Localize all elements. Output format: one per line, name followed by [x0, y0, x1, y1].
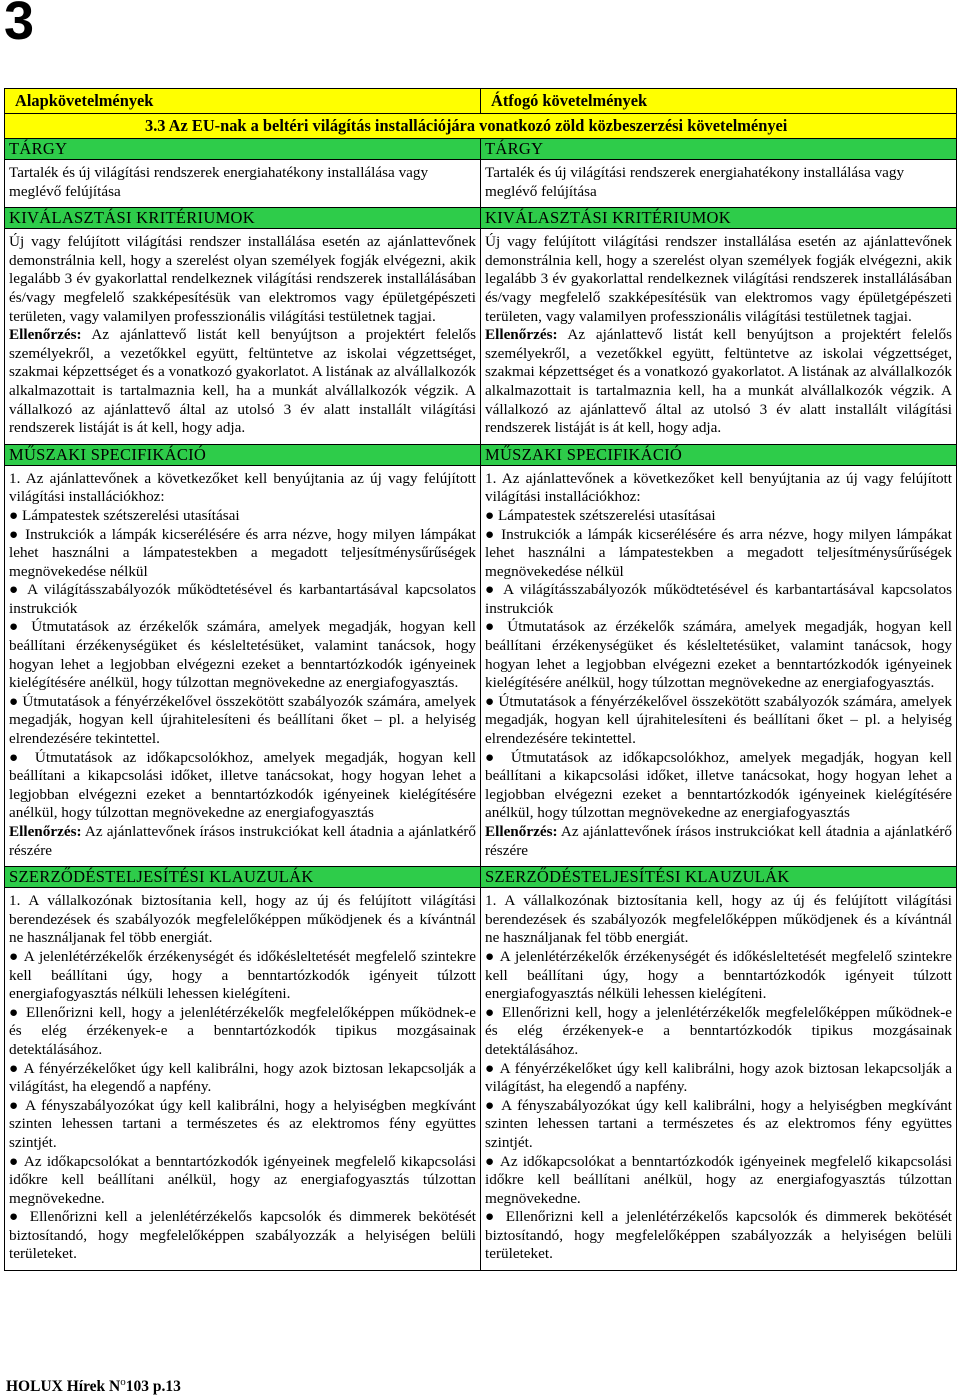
section-title: 3.3 Az EU-nak a beltéri világítás installációjára vonatkozó zöld közbeszerzési követelményei: [5, 114, 957, 139]
check-label: Ellenőrzés:: [485, 823, 558, 840]
muszaki-cell-right: [481, 465, 957, 866]
muszaki-bullet: ● Útmutatások az érzékelők számára, amelyek megadják, hogyan kell beállítani érzékenységüket és késleltetésüket, valamint tanácsok, hogy hogyan lehet a legjobban elvégezni ezeket a benntartózkodók igényeinek kielégítésére anélkül, hogy túlzottan megnövekedne az energiafogyasztás.: [9, 618, 476, 692]
check-text: Az ajánlattevőnek írásos instrukciókat kell átadnia a ajánlatkérő részére: [9, 823, 476, 859]
kivalasztasi-content-row: [5, 229, 957, 445]
page-footer: [6, 1376, 181, 1396]
szerzodes-bullet: ● A jelenlétérzékelők érzékenységét és időkésleltetését megfelelő szintekre kell beállítani úgy, hogy a benntartózkodók igényeit túlzott energiafogyasztás nélküli lehessen kielégíteni.: [485, 947, 952, 1003]
szerzodes-bullet: ● Az időkapcsolókat a benntartózkodók igényeinek megfelelő kikapcsolási időkre kell beállítani anélkül, hogy az energiafogyasztás túlzottan megnövekedne.: [9, 1152, 476, 1207]
muszaki-bullet: ● A világításszabályozók működtetésével és karbantartásával kapcsolatos instrukciók: [485, 581, 952, 617]
muszaki-bullet: ● Instrukciók a lámpák kicserélésére és arra nézve, hogy milyen lámpákat lehet használni a lámpatestekben a megadott teljesítménysűrűségek megnövekedése nélkül: [485, 525, 952, 580]
szerzodes-content-row: [5, 888, 957, 1271]
szerzodes-bullet: ● Ellenőrizni kell, hogy a jelenlétérzékelők megfelelőképpen működnek-e és elég érzékenyek-e a benntartózkodók tipikus mozgásainak detektálásához.: [9, 1003, 476, 1058]
check-text: Az ajánlattevő listát kell benyújtson a projektért felelős személyekről, a vezetőkkel együtt, feltüntetve az iskolai végzettséget, szakmai képzettséget és a vonatkozó gyakorlatot. A listának az alvállalkozók alkalmazottait is tartalmaznia kell, ha a munkát alvállalkozók végzik. A vállalkozó az ajánlattevő által az utolsó 3 év alatt installált világítási rendszerek listáját is át kell, hogy adja.: [485, 326, 952, 437]
szerzodes-intro: 1. A vállalkozónak biztosítania kell, hogy az új és felújított világítási berendezések és szabályozók megfelelőképpen működjenek és a kívántnál ne használjanak fel több energiát.: [485, 892, 952, 947]
muszaki-label-right: MŰSZAKI SPECIFIKÁCIÓ: [481, 444, 957, 465]
szerzodes-label-left: SZERZŐDÉSTELJESÍTÉSI KLAUZULÁK: [5, 867, 481, 888]
muszaki-content-row: [5, 465, 957, 866]
check-text: Az ajánlattevőnek írásos instrukciókat kell átadnia a ajánlatkérő részére: [485, 823, 952, 859]
targy-label-row: [5, 139, 957, 160]
muszaki-bullet: ● Útmutatások az érzékelők számára, amelyek megadják, hogyan kell beállítani érzékenységüket és késleltetésüket, valamint tanácsok, hogy hogyan lehet a legjobban elvégezni ezeket a benntartózkodók igényeinek kielégítésére anélkül, hogy túlzottan megnövekedne az energiafogyasztás.: [485, 618, 952, 692]
right-column-header: Átfogó követelmények: [481, 89, 957, 114]
szerzodes-bullet: ● Ellenőrizni kell a jelenlétérzékelős kapcsolók és dimmerek bekötését biztosítandó, hogy megfelelőképpen szabályozzák a helyiségen belüli területeket.: [485, 1208, 952, 1263]
muszaki-check: [485, 823, 952, 860]
muszaki-bullet: ● Útmutatások az időkapcsolókhoz, amelyek megadják, hogyan kell beállítani a kikapcsolási időket, illetve tanácsokat, hogy hogyan lehet a legjobban elvégezni ezeket a benntartózkodók igényeinek kielégítésére anélkül, hogy túlzottan megnövekedne az energiafogyasztás: [485, 748, 952, 822]
section-title-row: [5, 114, 957, 139]
kivalasztasi-label-right: KIVÁLASZTÁSI KRITÉRIUMOK: [481, 208, 957, 229]
szerzodes-bullet: ● A fényérzékelőket úgy kell kalibrálni, hogy azok biztosan lekapcsolják a világítást, ha elegendő a napfény.: [485, 1059, 952, 1096]
muszaki-label-row: [5, 444, 957, 465]
check-label: Ellenőrzés:: [485, 326, 558, 344]
muszaki-bullet: ● Lámpatestek szétszerelési utasításai: [9, 506, 240, 524]
muszaki-label-left: MŰSZAKI SPECIFIKÁCIÓ: [5, 444, 481, 465]
check-label: Ellenőrzés:: [9, 326, 82, 344]
muszaki-bullet: ● A világításszabályozók működtetésével és karbantartásával kapcsolatos instrukciók: [9, 581, 476, 617]
szerzodes-label-right: SZERZŐDÉSTELJESÍTÉSI KLAUZULÁK: [481, 867, 957, 888]
kivalasztasi-check: [485, 326, 952, 438]
column-header-row: [5, 89, 957, 114]
szerzodes-bullet: ● A jelenlétérzékelők érzékenységét és időkésleltetését megfelelő szintekre kell beállítani úgy, hogy a benntartózkodók igényeit túlzott energiafogyasztás nélküli lehessen kielégíteni.: [9, 947, 476, 1003]
szerzodes-bullet: ● Ellenőrizni kell, hogy a jelenlétérzékelők megfelelőképpen működnek-e és elég érzékenyek-e a benntartózkodók tipikus mozgásainak detektálásához.: [485, 1003, 952, 1058]
muszaki-bullet: ● Útmutatások a fényérzékelővel összekötött szabályozók számára, amelyek megadják, hogyan kell újrahitelesíteni és beállítani őket – pl. a helyiség elrendezésére tekintettel.: [485, 692, 952, 748]
kivalasztasi-check: [9, 326, 476, 438]
kivalasztasi-paragraph: Új vagy felújított világítási rendszer installálása esetén az ajánlattevőnek demonstrálnia kell, hogy a szerelést olyan személyek fogják elvégezni, akik legalább 3 év gyakorlattal rendelkeznek világítási rendszerek installálásában és/vagy megfelelő szakképesítésük van elektromos vagy épületgépészeti területen, vagy valamilyen professzionális világítási testületnek tagjai.: [485, 233, 952, 325]
muszaki-bullet: ● Útmutatások a fényérzékelővel összekötött szabályozók számára, amelyek megadják, hogyan kell újrahitelesíteni és beállítani őket – pl. a helyiség elrendezésére tekintettel.: [9, 692, 476, 748]
kivalasztasi-paragraph: Új vagy felújított világítási rendszer installálása esetén az ajánlattevőnek demonstrálnia kell, hogy a szerelést olyan személyek fogják elvégezni, akik legalább 3 év gyakorlattal rendelkeznek világítási rendszerek installálásában és/vagy megfelelő szakképesítésük van elektromos vagy épületgépészeti területen, vagy valamilyen professzionális világítási testületnek tagjai.: [9, 233, 476, 325]
targy-text-right: Tartalék és új világítási rendszerek energiahatékony installálása vagy meglévő felújítása: [481, 160, 957, 208]
footer-publication: HOLUX Hírek N: [6, 1378, 121, 1396]
muszaki-check: [9, 823, 476, 860]
check-text: Az ajánlattevő listát kell benyújtson a projektért felelős személyekről, a vezetőkkel együtt, feltüntetve az iskolai végzettséget, szakmai képzettséget és a vonatkozó gyakorlatot. A listának az alvállalkozók alkalmazottait is tartalmaznia kell, ha a munkát alvállalkozók végzik. A vállalkozó az ajánlattevő által az utolsó 3 év alatt installált világítási rendszerek listáját is át kell, hogy adja.: [9, 326, 476, 437]
szerzodes-bullet: ● A fényszabályozókat úgy kell kalibrálni, hogy a helyiségben megkívánt szinten lehessen tartani a természetes és az elektromos fény együttes szintjét.: [485, 1096, 952, 1151]
check-label: Ellenőrzés:: [9, 823, 82, 840]
muszaki-bullet: ● Útmutatások az időkapcsolókhoz, amelyek megadják, hogyan kell beállítani a kikapcsolási időket, illetve tanácsokat, hogy hogyan lehet a legjobban elvégezni ezeket a benntartózkodók igényeinek kielégítésére anélkül, hogy túlzottan megnövekedne az energiafogyasztás: [9, 748, 476, 822]
muszaki-bullet: ● Lámpatestek szétszerelési utasításai: [485, 506, 716, 524]
targy-content-row: [5, 160, 957, 208]
targy-label-right: TÁRGY: [481, 139, 957, 160]
kivalasztasi-label-left: KIVÁLASZTÁSI KRITÉRIUMOK: [5, 208, 481, 229]
page-number: 3: [4, 0, 35, 51]
kivalasztasi-cell-left: [5, 229, 481, 445]
szerzodes-bullet: ● A fényszabályozókat úgy kell kalibrálni, hogy a helyiségben megkívánt szinten lehessen tartani a természetes és az elektromos fény együttes szintjét.: [9, 1096, 476, 1151]
szerzodes-label-row: [5, 867, 957, 888]
muszaki-intro: 1. Az ajánlattevőnek a következőket kell benyújtania az új vagy felújított világítási installációkhoz:: [485, 469, 952, 506]
muszaki-intro: 1. Az ajánlattevőnek a következőket kell benyújtania az új vagy felújított világítási installációkhoz:: [9, 469, 476, 506]
szerzodes-cell-left: [5, 888, 481, 1271]
footer-issue: 103 p.13: [125, 1378, 181, 1396]
targy-label-left: TÁRGY: [5, 139, 481, 160]
muszaki-cell-left: [5, 465, 481, 866]
left-column-header: Alapkövetelmények: [5, 89, 481, 114]
szerzodes-intro: 1. A vállalkozónak biztosítania kell, hogy az új és felújított világítási berendezések és szabályozók megfelelőképpen működjenek és a kívántnál ne használjanak fel több energiát.: [9, 892, 476, 947]
kivalasztasi-cell-right: [481, 229, 957, 445]
targy-text-left: Tartalék és új világítási rendszerek energiahatékony installálása vagy meglévő felújítása: [5, 160, 481, 208]
szerzodes-bullet: ● Ellenőrizni kell a jelenlétérzékelős kapcsolók és dimmerek bekötését biztosítandó, hogy megfelelőképpen szabályozzák a helyiségen belüli területeket.: [9, 1208, 476, 1263]
kivalasztasi-label-row: [5, 208, 957, 229]
requirements-table: [4, 88, 957, 1271]
szerzodes-bullet: ● A fényérzékelőket úgy kell kalibrálni, hogy azok biztosan lekapcsolják a világítást, ha elegendő a napfény.: [9, 1059, 476, 1096]
footer-number-sign: o: [120, 1376, 126, 1388]
szerzodes-bullet: ● Az időkapcsolókat a benntartózkodók igényeinek megfelelő kikapcsolási időkre kell beállítani anélkül, hogy az energiafogyasztás túlzottan megnövekedne.: [485, 1152, 952, 1207]
szerzodes-cell-right: [481, 888, 957, 1271]
muszaki-bullet: ● Instrukciók a lámpák kicserélésére és arra nézve, hogy milyen lámpákat lehet használni a lámpatestekben a megadott teljesítménysűrűségek megnövekedése nélkül: [9, 525, 476, 580]
